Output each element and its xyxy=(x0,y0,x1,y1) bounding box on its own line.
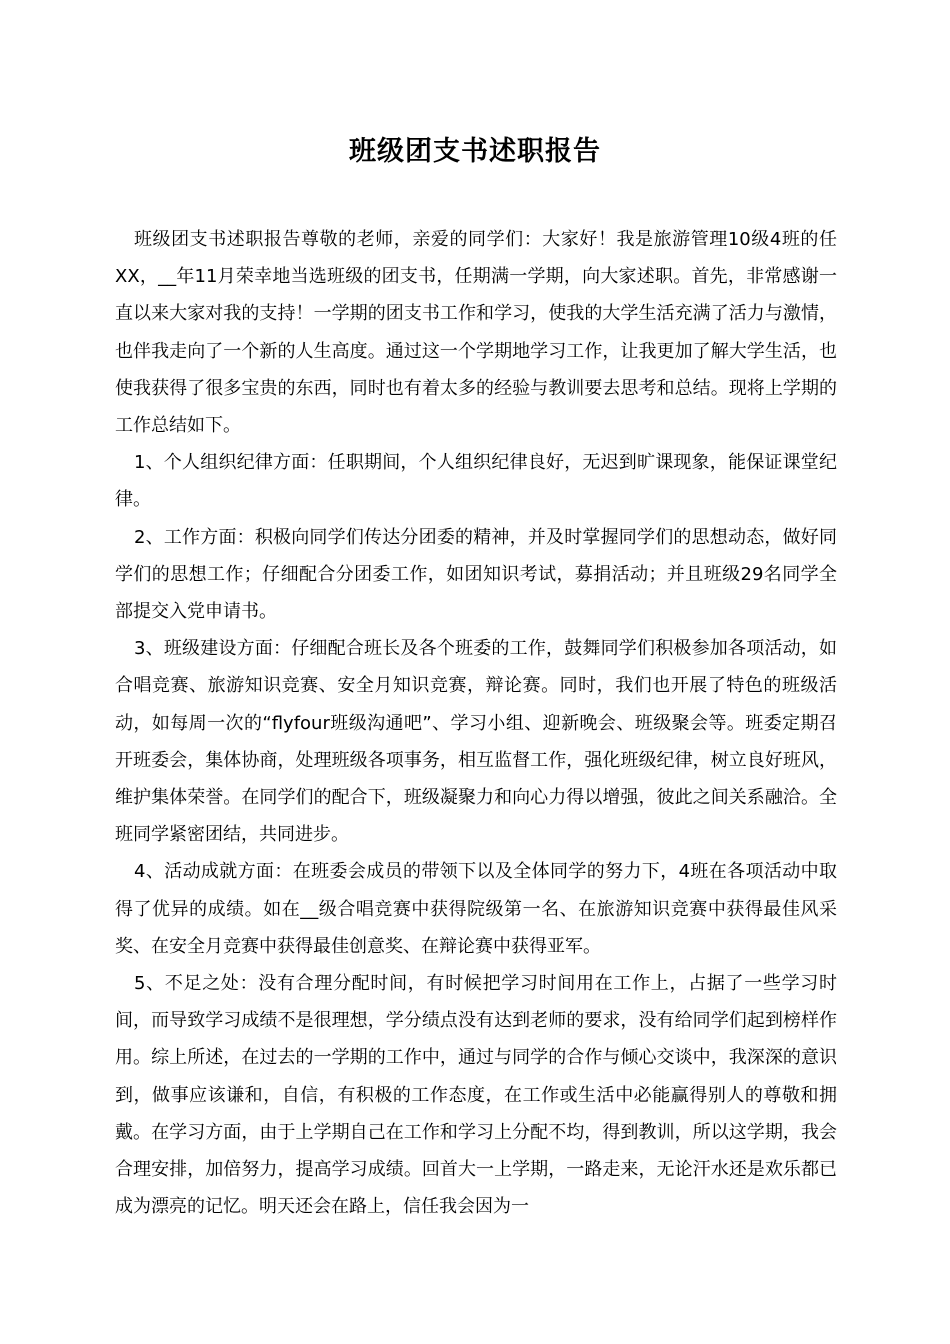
document-body xyxy=(115,221,837,1225)
paragraph-intro: 班级团支书述职报告尊敬的老师，亲爱的同学们：大家好！我是旅游管理10级4班的任XX，__年11月荣幸地当选班级的团支书，任期满一学期，向大家述职。首先，非常感谢一直以来大家对我的支持！一学期的团支书工作和学习，使我的大学生活充满了活力与激情，也伴我走向了一个新的人生高度。通过这一个学期地学习工作，让我更加了解大学生活，也使我获得了很多宝贵的东西，同时也有着太多的经验与教训要去思考和总结。现将上学期的工作总结如下。 xyxy=(115,229,838,437)
paragraph-work: 2、工作方面：积极向同学们传达分团委的精神，并及时掌握同学们的思想动态，做好同学们的思想工作；仔细配合分团委工作，如团知识考试，募捐活动；并且班级29名同学全部提交入党申请书。 xyxy=(115,526,837,623)
paragraph-achievements: 4、活动成就方面：在班委会成员的带领下以及全体同学的努力下，4班在各项活动中取得了优异的成绩。如在__级合唱竞赛中获得院级第一名、在旅游知识竞赛中获得最佳风采奖、在安全月竞赛中获得最佳创意奖、在辩论赛中获得亚军。 xyxy=(115,861,837,957)
paragraph-shortcomings: 5、不足之处：没有合理分配时间，有时候把学习时间用在工作上，占据了一些学习时间，而导致学习成绩不是很理想，学分绩点没有达到老师的要求，没有给同学们起到榜样作用。综上所述，在过去的一学期的工作中，通过与同学的合作与倾心交谈中，我深深的意识到，做事应该谦和，自信，有积极的工作态度，在工作或生活中必能赢得别人的尊敬和拥戴。在学习方面，由于上学期自己在工作和学习上分配不均，得到教训，所以这学期，我会合理安排，加倍努力，提高学习成绩。回首大一上学期，一路走来，无论汗水还是欢乐都已成为漂亮的记忆。明天还会在路上，信任我会因为一 xyxy=(115,973,837,1218)
document-title: 班级团支书述职报告 xyxy=(349,136,601,167)
paragraph-discipline: 1、个人组织纪律方面：任职期间，个人组织纪律良好，无迟到旷课现象，能保证课堂纪律。 xyxy=(115,452,837,511)
paragraph-class-building: 3、班级建设方面：仔细配合班长及各个班委的工作，鼓舞同学们积极参加各项活动，如合唱竞赛、旅游知识竞赛、安全月知识竞赛，辩论赛。同时，我们也开展了特色的班级活动，如每周一次的“flyfour班级沟通吧”、学习小组、迎新晚会、班级聚会等。班委定期召开班委会，集体协商，处理班级各项事务，相互监督工作，强化班级纪律，树立良好班风，维护集体荣誉。在同学们的配合下，班级凝聚力和向心力得以增强，彼此之间关系融洽。全班同学紧密团结，共同进步。 xyxy=(115,638,837,846)
